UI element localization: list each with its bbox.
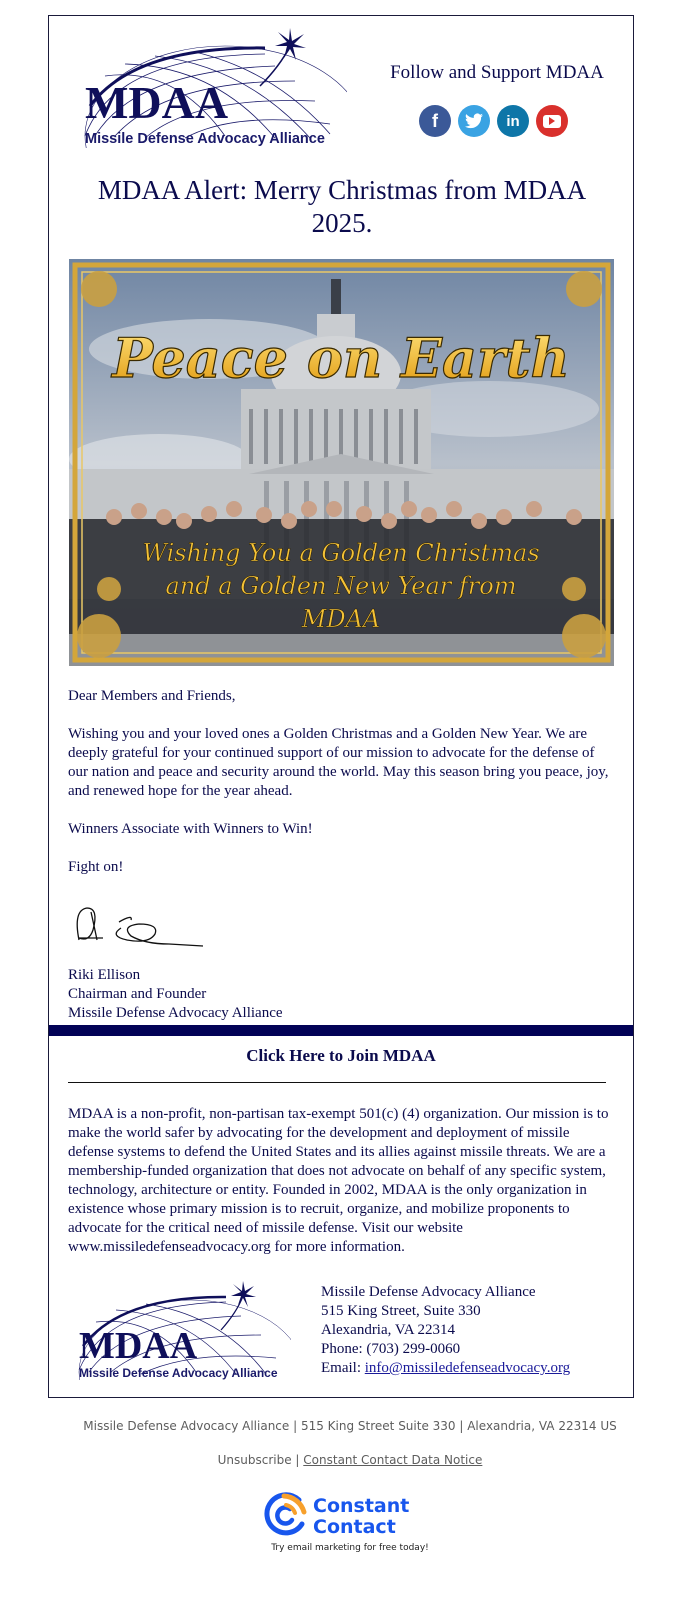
email-label: Email:: [321, 1360, 365, 1376]
contact-block: [321, 1283, 570, 1378]
youtube-icon[interactable]: [536, 105, 568, 137]
data-notice-link[interactable]: Constant Contact Data Notice: [303, 1453, 483, 1467]
contact-phone: Phone: (703) 299-0060: [321, 1341, 461, 1357]
svg-text:Peace on Earth: Peace on Earth: [112, 326, 570, 390]
svg-text:Wishing You a Golden Christmas: Wishing You a Golden Christmas: [142, 539, 540, 567]
motto: Winners Associate with Winners to Win!: [68, 821, 313, 837]
hero-image: [69, 259, 614, 666]
page-title: MDAA Alert: Merry Christmas from MDAA 2025.: [97, 175, 587, 238]
signer-org: Missile Defense Advocacy Alliance: [68, 1005, 283, 1021]
letter-paragraph: Wishing you and your loved ones a Golden Christmas and a Golden New Year. We are deeply grateful for your continued support of our mission to advocate for the defense of our nation and peace and security around the world. May this season bring you peace, joy, and renewed hope for the year ahead.: [68, 726, 609, 799]
globe-logo-icon: [75, 26, 347, 148]
svg-text:MDAA: MDAA: [301, 605, 381, 633]
svg-text:MDAA: MDAA: [85, 77, 229, 128]
signature-image: [69, 900, 209, 954]
facebook-icon[interactable]: f: [419, 105, 451, 137]
svg-text:and a Golden New Year from: and a Golden New Year from: [165, 572, 517, 600]
link-separator: |: [291, 1453, 304, 1467]
social-links: [419, 105, 568, 137]
email-card: [48, 15, 634, 1398]
svg-text:Missile Defense Advocacy Allia: Missile Defense Advocacy Alliance: [85, 131, 325, 147]
cc-tagline: Try email marketing for free today!: [271, 1543, 429, 1553]
svg-text:Constant: Constant: [313, 1495, 410, 1517]
mdaa-logo[interactable]: [75, 26, 347, 148]
twitter-icon[interactable]: [458, 105, 490, 137]
mdaa-footer-logo: [71, 1280, 291, 1380]
greeting: Dear Members and Friends,: [68, 688, 236, 704]
signer-name: Riki Ellison: [68, 967, 141, 983]
svg-text:MDAA: MDAA: [79, 1325, 198, 1367]
contact-email-row: [321, 1359, 570, 1378]
unsubscribe-link[interactable]: Unsubscribe: [217, 1453, 292, 1467]
svg-text:Missile Defense Advocacy Allia: Missile Defense Advocacy Alliance: [79, 1366, 278, 1380]
join-mdaa-link[interactable]: Click Here to Join MDAA: [246, 1046, 436, 1065]
svg-text:Contact: Contact: [313, 1516, 396, 1538]
letter-body: [68, 687, 616, 896]
contact-org: Missile Defense Advocacy Alliance: [321, 1284, 536, 1300]
footer-links: [0, 1453, 700, 1467]
constant-contact-logo[interactable]: [262, 1490, 422, 1540]
about-text: MDAA is a non-profit, non-partisan tax-exempt 501(c) (4) organization. Our mission is to make the world safer by advocating for the development and deployment of missile defense systems to defend the United States and its allies against missile threats. We are a membership-funded organization that does not advocate on behalf of any specific system, technology, architecture or entity. Founded in 2002, MDAA is the only organization in existence whose primary mission is to recruit, organize, and mobilize proponents to advocate for the critical need of missile defense. Visit our website www.missiledefenseadvocacy.org for more information.: [68, 1106, 609, 1255]
linkedin-icon[interactable]: in: [497, 105, 529, 137]
divider-bar: [49, 1025, 633, 1036]
divider-line: [68, 1082, 606, 1083]
follow-label: Follow and Support MDAA: [390, 62, 604, 83]
contact-city: Alexandria, VA 22314: [321, 1322, 456, 1338]
email-link[interactable]: info@missiledefenseadvocacy.org: [364, 1360, 571, 1376]
signer-title: Chairman and Founder: [68, 986, 207, 1002]
signer-block: [68, 966, 283, 1023]
closing: Fight on!: [68, 859, 124, 875]
footer-address: Missile Defense Advocacy Alliance | 515 King Street Suite 330 | Alexandria, VA 22314 US: [83, 1419, 617, 1433]
contact-street: 515 King Street, Suite 330: [321, 1303, 481, 1319]
